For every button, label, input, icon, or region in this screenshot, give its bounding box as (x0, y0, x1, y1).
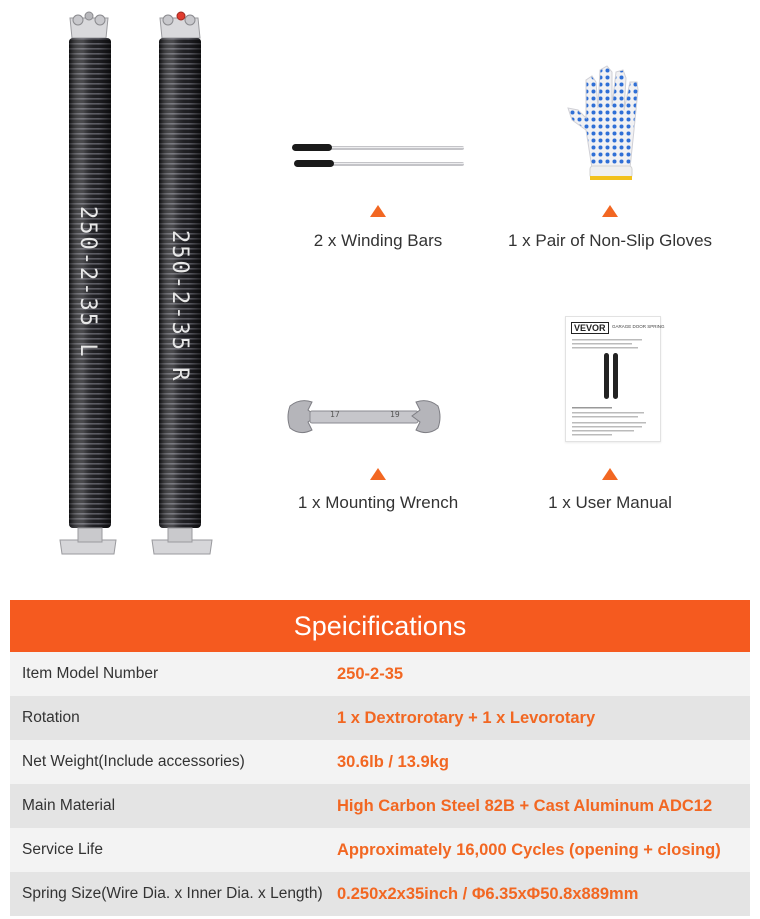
spec-row-spring-size (10, 872, 750, 916)
spec-row-model-number (10, 652, 750, 696)
spec-row-rotation (10, 696, 750, 740)
spring-right-label: 250-2-35 R (167, 230, 192, 383)
spec-row-net-weight (10, 740, 750, 784)
winding-bars-caption: 2 x Winding Bars (313, 231, 443, 250)
spec-value: Approximately 16,000 Cycles (opening + closing) (337, 840, 721, 859)
winding-bars-icon (290, 138, 466, 178)
spec-value: 250-2-35 (337, 664, 404, 683)
torsion-spring-left (56, 8, 126, 558)
spec-row-service-life (10, 828, 750, 872)
spec-row-main-material (10, 784, 750, 828)
wrench-marker-icon (370, 468, 386, 480)
spec-value: 30.6lb / 13.9kg (337, 752, 449, 771)
gloves-caption: 1 x Pair of Non-Slip Gloves (507, 231, 713, 250)
specifications-header (10, 600, 750, 652)
spec-label: Net Weight(Include accessories) (22, 753, 245, 770)
manual-marker-icon (602, 468, 618, 480)
gloves-icon (562, 60, 658, 186)
wrench-icon (286, 396, 442, 438)
wrench-size-b: 19 (390, 410, 400, 419)
manual-brand: VEVOR (571, 322, 609, 334)
specifications-title: Speicifications (293, 610, 467, 641)
spec-value: High Carbon Steel 82B + Cast Aluminum ADC12 (337, 796, 713, 815)
spec-label: Main Material (22, 797, 116, 814)
spec-label: Item Model Number (22, 665, 159, 682)
gloves-marker-icon (602, 205, 618, 217)
spec-label: Spring Size(Wire Dia. x Inner Dia. x Length) (22, 885, 323, 902)
manual-icon (565, 316, 665, 442)
wrench-caption: 1 x Mounting Wrench (297, 493, 459, 512)
winding-bars-marker-icon (370, 205, 386, 217)
manual-caption: 1 x User Manual (548, 493, 672, 512)
manual-title: GARAGE DOOR SPRING (612, 324, 665, 329)
spec-label: Rotation (22, 709, 80, 726)
spring-left-label: 250-2-35 L (75, 206, 100, 359)
torsion-spring-right (150, 8, 220, 558)
specifications-table (10, 600, 750, 919)
spec-label: Service Life (22, 841, 103, 858)
wrench-size-a: 17 (330, 410, 340, 419)
spec-value: 1 x Dextrorotary + 1 x Levorotary (337, 708, 596, 727)
spec-value: 0.250x2x35inch / Φ6.35xΦ50.8x889mm (337, 884, 639, 903)
